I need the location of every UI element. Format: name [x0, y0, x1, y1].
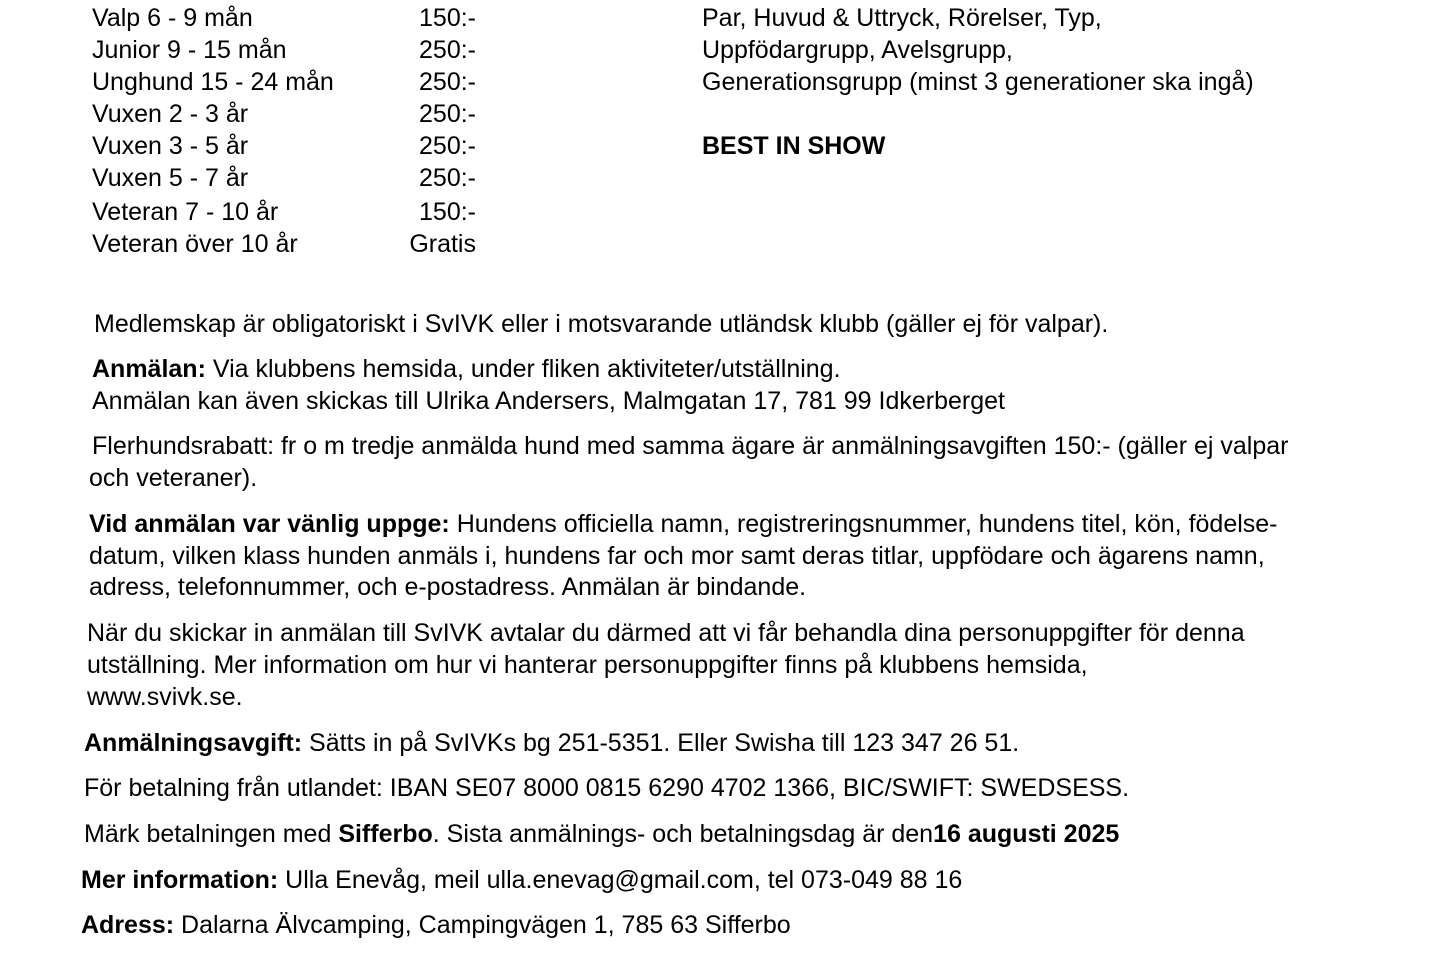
- registration-text: Via klubbens hemsida, under fliken aktiviteter/utställning.: [205, 355, 841, 383]
- privacy-line2: utställning. Mer information om hur vi hanterar personuppgifter finns på klubbens hemsida,: [87, 651, 1088, 679]
- fee-class-name: Veteran 7 - 10 år: [92, 198, 279, 226]
- competition-line: Generationsgrupp (minst 3 generationer ska ingå): [702, 68, 1254, 96]
- privacy-website: www.svivk.se.: [87, 683, 243, 711]
- foreign-payment-text: För betalning från utlandet: IBAN SE07 8000 0815 6290 4702 1366, BIC/SWIFT: SWEDSESS.: [84, 774, 1130, 802]
- membership-text: Medlemskap är obligatoriskt i SvIVK eller i motsvarande utländsk klubb (gäller ej för valpar).: [94, 310, 1109, 338]
- required-info-text: Hundens officiella namn, registreringsnummer, hundens titel, kön, födelse-: [449, 510, 1278, 538]
- discount-text-line1: Flerhundsrabatt: fr o m tredje anmälda hund med samma ägare är anmälningsavgiften 150:- (gäller ej valpar: [92, 432, 1289, 460]
- contact-text: Ulla Enevåg, meil ulla.enevag@gmail.com, tel 073-049 88 16: [278, 866, 963, 894]
- competition-line: Uppfödargrupp, Avelsgrupp,: [702, 36, 1013, 64]
- fee-price: 250:-: [419, 36, 476, 64]
- fee-price: 150:-: [419, 198, 476, 226]
- competition-line: Par, Huvud & Uttryck, Rörelser, Typ,: [702, 4, 1102, 32]
- fee-price: 250:-: [419, 68, 476, 96]
- fee-price: 150:-: [419, 4, 476, 32]
- fee-price: 250:-: [419, 100, 476, 128]
- fee-price: Gratis: [409, 230, 476, 258]
- required-info-line2: datum, vilken klass hunden anmäls i, hundens far och mor samt deras titlar, uppfödare och ägarens namn,: [89, 542, 1265, 570]
- required-info-paragraph: [89, 508, 1278, 540]
- registration-mail-text: Anmälan kan även skickas till Ulrika Andersers, Malmgatan 17, 781 99 Idkerberget: [92, 387, 1005, 415]
- contact-label: Mer information:: [81, 866, 279, 894]
- best-in-show-heading: BEST IN SHOW: [702, 132, 886, 160]
- address-label: Adress:: [81, 911, 175, 939]
- payment-reference-word: Sifferbo: [338, 820, 433, 848]
- payment-reference-pre: Märk betalningen med: [84, 820, 339, 848]
- registration-paragraph: [92, 353, 841, 385]
- address-text: Dalarna Älvcamping, Campingvägen 1, 785 63 Sifferbo: [174, 911, 791, 939]
- privacy-line1: När du skickar in anmälan till SvIVK avtalar du därmed att vi får behandla dina personuppgifter för denna: [87, 619, 1245, 647]
- fee-class-name: Veteran över 10 år: [92, 230, 298, 258]
- deadline-date: 16 augusti 2025: [933, 820, 1120, 848]
- fee-class-name: Vuxen 5 - 7 år: [92, 164, 249, 192]
- fee-class-name: Valp 6 - 9 mån: [92, 4, 253, 32]
- fee-payment-label: Anmälningsavgift:: [84, 729, 303, 757]
- fee-price: 250:-: [419, 132, 476, 160]
- fee-class-name: Unghund 15 - 24 mån: [92, 68, 334, 96]
- fee-class-name: Vuxen 2 - 3 år: [92, 100, 249, 128]
- fee-class-name: Vuxen 3 - 5 år: [92, 132, 249, 160]
- fee-price: 250:-: [419, 164, 476, 192]
- contact-paragraph: [81, 864, 962, 896]
- address-paragraph: [81, 909, 791, 941]
- payment-reference-mid: . Sista anmälnings- och betalningsdag är den: [432, 820, 934, 848]
- fee-payment-text: Sätts in på SvIVKs bg 251-5351. Eller Swisha till 123 347 26 51.: [302, 729, 1020, 757]
- required-info-label: Vid anmälan var vänlig uppge:: [89, 510, 450, 538]
- payment-reference-paragraph: [84, 818, 1119, 850]
- fee-class-name: Junior 9 - 15 mån: [92, 36, 287, 64]
- discount-text-line2: och veteraner).: [89, 464, 258, 492]
- registration-label: Anmälan:: [92, 355, 206, 383]
- required-info-line3: adress, telefonnummer, och e-postadress. Anmälan är bindande.: [89, 573, 807, 601]
- fee-payment-paragraph: [84, 727, 1019, 759]
